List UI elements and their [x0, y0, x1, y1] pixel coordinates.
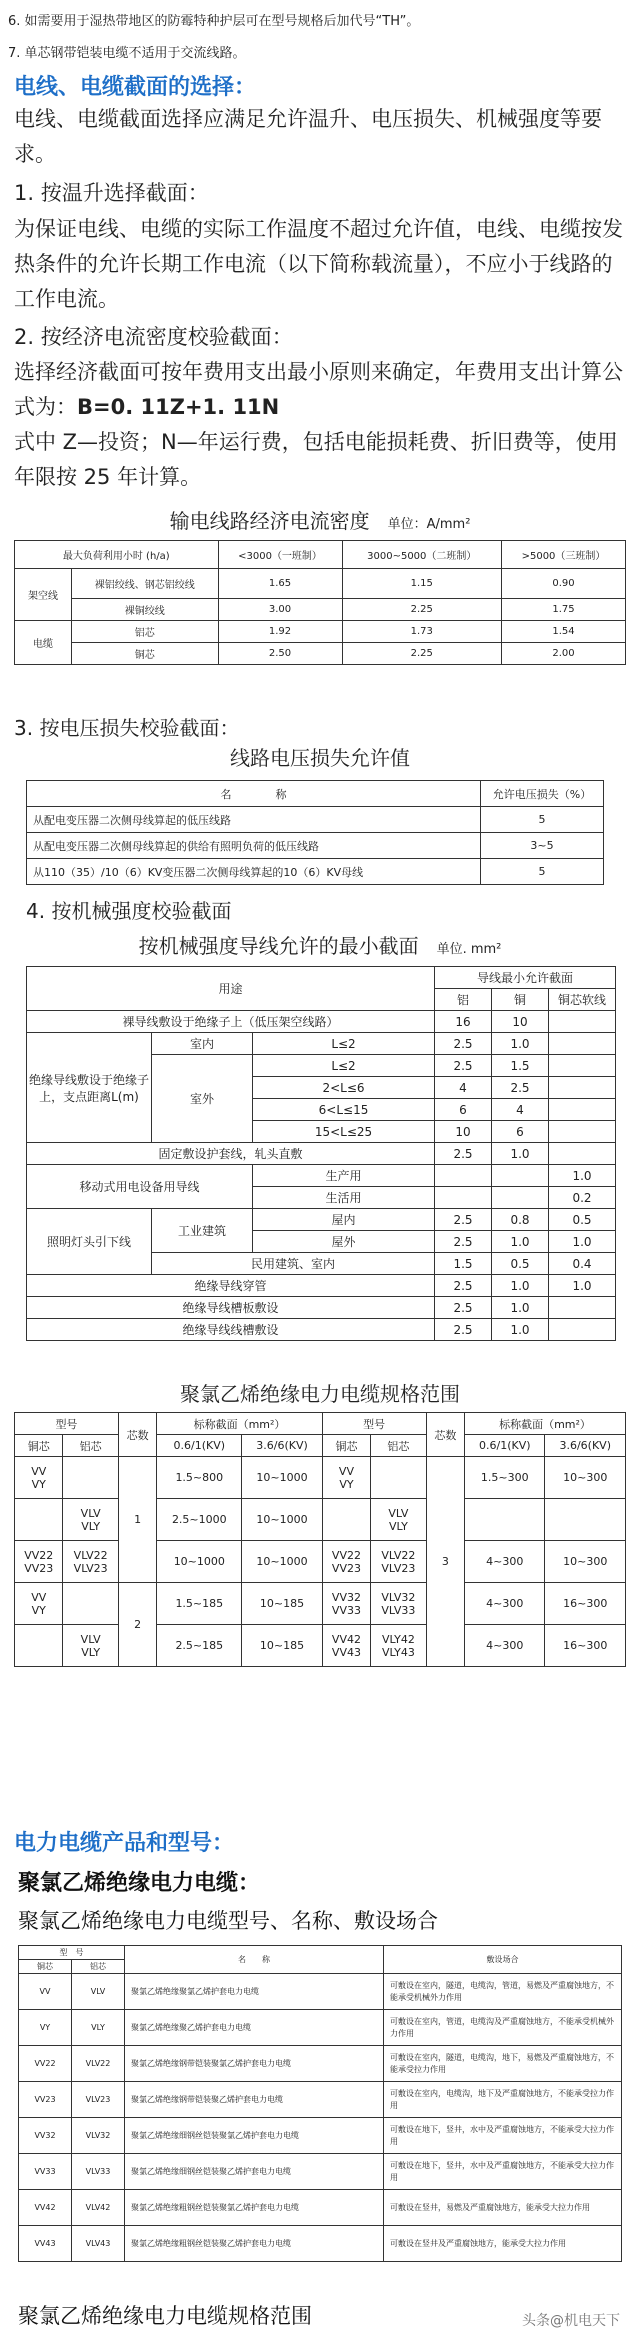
paragraph-temp-rise: 为保证电线、电缆的实际工作温度不超过允许值，电线、电缆按发热条件的允许长期工作电流（以下简称载流量），不应小于线路的工作电流。: [14, 217, 623, 311]
t4-cell: VLV22 VLV23: [371, 1541, 426, 1583]
t4-cell: 2.5~185: [157, 1625, 242, 1667]
table1-cell: 2.25: [342, 599, 502, 621]
t5-cell: VV32: [19, 2118, 72, 2154]
t4-cell: VLV VLY: [63, 1499, 118, 1541]
table3-outdoor: 室外: [152, 1055, 253, 1143]
t4-cell: [15, 1625, 63, 1667]
t5-name: 聚氯乙烯绝缘钢带铠装聚氯乙烯护套电力电缆: [125, 2046, 384, 2082]
t4-cell: 2.5~1000: [157, 1499, 242, 1541]
paragraph-variables: 式中 Z—投资；N—年运行费，包括电能损耗费、折旧费等，使用年限按 25 年计算。: [14, 430, 618, 489]
t5-place: 可敷设在地下，竖井，水中及严重腐蚀地方，不能承受大拉力作用: [384, 2154, 622, 2190]
table1-cell: 1.73: [342, 621, 502, 643]
table2-row-value: 5: [481, 859, 604, 885]
table1-cell: 2.00: [502, 643, 626, 665]
heading-voltage-loss: 3. 按电压损失校验截面：: [14, 716, 240, 740]
table3-cell: 1.0: [492, 1275, 549, 1297]
table3-cell: [549, 1011, 616, 1033]
table3-group-mobile: 移动式用电设备用导线: [27, 1165, 253, 1209]
t4-h-v2: 3.6/6(KV): [242, 1435, 322, 1457]
table1-group-cable: 电缆: [15, 621, 72, 665]
t4-cell: [465, 1499, 545, 1541]
formula: B=0. 11Z+1. 11N: [77, 395, 280, 419]
table3-cond: 15<L≤25: [253, 1121, 435, 1143]
table1-cell: 1.92: [218, 621, 342, 643]
t5-h-al: 铝芯: [72, 1960, 125, 1974]
footer-title: 聚氯乙烯绝缘电力电缆规格范围: [18, 2304, 312, 2328]
t4-cell: 1.5~800: [157, 1457, 242, 1499]
t5-name: 聚氯乙烯绝缘细钢丝铠装聚氯乙烯护套电力电缆: [125, 2118, 384, 2154]
t4-cell: 10~1000: [157, 1541, 242, 1583]
table3-title: [0, 930, 640, 959]
t4-cell: VV42 VV43: [322, 1625, 370, 1667]
t4-h-model-l: 型号: [15, 1413, 119, 1435]
t4-cell: 10~185: [242, 1625, 322, 1667]
t4-cell: [63, 1583, 118, 1625]
t5-name: 聚氯乙烯绝缘粗钢丝铠装聚氯乙烯护套电力电缆: [125, 2190, 384, 2226]
table1-title-text: 输电线路经济电流密度: [169, 509, 370, 533]
t5-cell: VV23: [19, 2082, 72, 2118]
table1-unit: 单位：A/mm²: [387, 517, 471, 532]
table3-cell: 0.5: [549, 1209, 616, 1231]
t4-h-cores-l: 芯数: [118, 1413, 156, 1457]
table3-cell: 2.5: [435, 1231, 492, 1253]
t5-name: 聚氯乙烯绝缘粗钢丝铠装聚乙烯护套电力电缆: [125, 2226, 384, 2262]
heading-economic: 2. 按经济电流密度校验截面：: [14, 325, 293, 349]
economic-text: 选择经济截面可按年费用支出最小原则来确定，年费用支出计算公式为：: [14, 360, 623, 419]
t4-cell: 10~1000: [242, 1499, 322, 1541]
watermark: 头条@机电天下: [522, 2313, 620, 2329]
table3-cell: [549, 1319, 616, 1341]
t4-cell: VV VY: [15, 1457, 63, 1499]
table3-cell: 6: [492, 1121, 549, 1143]
table1-cell: 2.50: [218, 643, 342, 665]
table3-cell: 10: [435, 1121, 492, 1143]
t5-h-cu: 铜芯: [19, 1960, 72, 1974]
table1-cell: 1.75: [502, 599, 626, 621]
t5-cell: VLV32: [72, 2118, 125, 2154]
t4-cell: VLV VLY: [63, 1625, 118, 1667]
t4-cell: [15, 1499, 63, 1541]
t5-cell: VV: [19, 1974, 72, 2010]
table3-row-bare: 裸导线敷设于绝缘子上（低压架空线路）: [27, 1011, 435, 1033]
table3-cell: [549, 1143, 616, 1165]
t5-name: 聚氯乙烯绝缘聚氯乙烯护套电力电缆: [125, 1974, 384, 2010]
table3-civil: 民用建筑、室内: [152, 1253, 435, 1275]
table3-row-tray: 绝缘导线线槽敷设: [27, 1319, 435, 1341]
table3-cell: [549, 1121, 616, 1143]
t5-place: 可敷设在地下，竖井，水中及严重腐蚀地方，不能承受大拉力作用: [384, 2118, 622, 2154]
t4-cell: [371, 1457, 426, 1499]
table1-cell: 1.65: [218, 569, 342, 599]
t4-cell: VV22 VV23: [15, 1541, 63, 1583]
table3-cell: [435, 1165, 492, 1187]
table1-header-c3: >5000（三班制）: [502, 541, 626, 569]
table3-cell: 2.5: [435, 1055, 492, 1077]
table-pvc-models: [18, 1945, 622, 2262]
table1-cell: 1.54: [502, 621, 626, 643]
table1-row-name: 铜芯: [72, 643, 219, 665]
t5-cell: VLV: [72, 1974, 125, 2010]
table1-title: [0, 505, 640, 534]
table3-cell: 1.0: [492, 1319, 549, 1341]
table1-header-c2: 3000~5000（二班制）: [342, 541, 502, 569]
t4-cell: 16~300: [545, 1583, 626, 1625]
t4-cell: 1.5~300: [465, 1457, 545, 1499]
table3-header-min: 导线最小允许截面: [435, 967, 616, 989]
heading-mechanical: 4. 按机械强度校验截面: [26, 899, 232, 923]
table3-cell: 0.8: [492, 1209, 549, 1231]
t4-h-v2: 3.6/6(KV): [545, 1435, 626, 1457]
table3-prod: 生产用: [253, 1165, 435, 1187]
t5-cell: VLV42: [72, 2190, 125, 2226]
t4-cell: 10~300: [545, 1457, 626, 1499]
table3-cell: 2.5: [435, 1143, 492, 1165]
t5-place: 可敷设在室内，管道，电缆沟及严重腐蚀地方，不能承受机械外力作用: [384, 2010, 622, 2046]
t4-h-al: 铝芯: [63, 1435, 118, 1457]
table1-row-name: 铝芯: [72, 621, 219, 643]
t4-h-cu: 铜芯: [15, 1435, 63, 1457]
t4-cell: 4~300: [465, 1541, 545, 1583]
table2-header-loss: 允许电压损失（%）: [481, 781, 604, 807]
table3-cell: [549, 1099, 616, 1121]
table1-header-c1: <3000（一班制）: [218, 541, 342, 569]
t4-cell: VLV22 VLV23: [63, 1541, 118, 1583]
table3-cell: 2.5: [435, 1209, 492, 1231]
t5-name: 聚氯乙烯绝缘细钢丝铠装聚乙烯护套电力电缆: [125, 2154, 384, 2190]
table3-cell: 1.5: [492, 1055, 549, 1077]
table2-header-name: 名 称: [27, 781, 481, 807]
table1-cell: 3.00: [218, 599, 342, 621]
t5-name: 聚氯乙烯绝缘聚乙烯护套电力电缆: [125, 2010, 384, 2046]
t5-place: 可敷设在室内，隧道，电缆沟，地下，易燃及严重腐蚀地方，不能承受拉力作用: [384, 2046, 622, 2082]
t4-cell: VLV32 VLV33: [371, 1583, 426, 1625]
table3-cell: 2.5: [435, 1297, 492, 1319]
table3-cell: 4: [435, 1077, 492, 1099]
t4-cell: 10~300: [545, 1541, 626, 1583]
t4-h-area-l: 标称截面（mm²）: [157, 1413, 322, 1435]
table4-title: 聚氯乙烯绝缘电力电缆规格范围: [180, 1382, 460, 1406]
table2-title: 线路电压损失允许值: [230, 746, 410, 770]
table3-header-use: 用途: [27, 967, 435, 1011]
table3-out2: 屋外: [253, 1231, 435, 1253]
table3-cell: 1.0: [492, 1231, 549, 1253]
t4-cell: [322, 1499, 370, 1541]
table2-row-name: 从配电变压器二次侧母线算起的低压线路: [27, 807, 481, 833]
table3-row-trough: 绝缘导线槽板敷设: [27, 1297, 435, 1319]
t4-cell: 10~1000: [242, 1457, 322, 1499]
t5-place: 可敷设在室内，隧道，电缆沟，管道，易燃及严重腐蚀地方，不能承受机械外力作用: [384, 1974, 622, 2010]
t4-cell: VV32 VV33: [322, 1583, 370, 1625]
t4-h-al: 铝芯: [371, 1435, 426, 1457]
t4-h-cu: 铜芯: [322, 1435, 370, 1457]
t5-cell: VY: [19, 2010, 72, 2046]
table3-cell: [549, 1055, 616, 1077]
t4-h-v1: 0.6/1(KV): [465, 1435, 545, 1457]
table3-cell: [435, 1187, 492, 1209]
table3-cell: [549, 1033, 616, 1055]
t4-h-v1: 0.6/1(KV): [157, 1435, 242, 1457]
table3-cell: 1.0: [549, 1275, 616, 1297]
table3-header-cu: 铜: [492, 989, 549, 1011]
subheading-pvc: 聚氯乙烯绝缘电力电缆：: [18, 1871, 261, 1896]
table3-cell: [549, 1077, 616, 1099]
table1-cell: 1.15: [342, 569, 502, 599]
paragraph-intro: 电线、电缆截面选择应满足允许温升、电压损失、机械强度等要求。: [14, 107, 602, 166]
table3-cell: 0.2: [549, 1187, 616, 1209]
t5-name: 聚氯乙烯绝缘钢带铠装聚乙烯护套电力电缆: [125, 2082, 384, 2118]
table-voltage-loss: [26, 780, 604, 885]
table1-row-name: 裸铜绞线: [72, 599, 219, 621]
table3-cond: 6<L≤15: [253, 1099, 435, 1121]
t5-place: 可敷设在竖井，易燃及严重腐蚀地方，能承受大拉力作用: [384, 2190, 622, 2226]
table3-cell: 1.0: [492, 1143, 549, 1165]
section-header-selection: 电线、电缆截面的选择：: [14, 75, 257, 100]
table3-cell: 2.5: [435, 1033, 492, 1055]
t4-cell: [545, 1499, 626, 1541]
table2-row-name: 从配电变压器二次侧母线算起的供给有照明负荷的低压线路: [27, 833, 481, 859]
table3-row-fixed: 固定敷设护套线，轧头直敷: [27, 1143, 435, 1165]
t4-cell: VLY42 VLY43: [371, 1625, 426, 1667]
t4-cell: 4~300: [465, 1583, 545, 1625]
t5-cell: VLV43: [72, 2226, 125, 2262]
t4-cell: VV VY: [15, 1583, 63, 1625]
t5-place: 可敷设在竖井及严重腐蚀地方，能承受大拉力作用: [384, 2226, 622, 2262]
t5-cell: VV33: [19, 2154, 72, 2190]
t5-place: 可敷设在室内，电缆沟，地下及严重腐蚀地方，不能承受拉力作用: [384, 2082, 622, 2118]
paragraph-economic: [14, 355, 626, 425]
t4-cell: 4~300: [465, 1625, 545, 1667]
table3-cond: L≤2: [253, 1033, 435, 1055]
t4-cores-right: 3: [426, 1457, 464, 1667]
t5-h-name: 名 称: [125, 1946, 384, 1974]
table3-cond: 2<L≤6: [253, 1077, 435, 1099]
table3-cell: 16: [435, 1011, 492, 1033]
subheading-pvc-models: 聚氯乙烯绝缘电力电缆型号、名称、敷设场合: [18, 1909, 438, 1933]
table1-header-hours: 最大负荷利用小时 (h/a): [15, 541, 219, 569]
table3-cell: 4: [492, 1099, 549, 1121]
table2-row-name: 从110（35）/10（6）KV变压器二次侧母线算起的10（6）KV母线: [27, 859, 481, 885]
t4-cell: VV22 VV23: [322, 1541, 370, 1583]
table3-cell: 0.5: [492, 1253, 549, 1275]
table3-cell: 1.5: [435, 1253, 492, 1275]
t4-cell: [63, 1457, 118, 1499]
t5-cell: VV43: [19, 2226, 72, 2262]
table3-header-cucore: 铜芯软线: [549, 989, 616, 1011]
t4-cell: 16~300: [545, 1625, 626, 1667]
t5-cell: VLY: [72, 2010, 125, 2046]
table3-header-al: 铝: [435, 989, 492, 1011]
t4-cores-left-2: 2: [118, 1583, 156, 1667]
table-economic-density: [14, 540, 626, 665]
t5-cell: VV42: [19, 2190, 72, 2226]
t4-h-model-r: 型号: [322, 1413, 426, 1435]
t4-cell: 10~1000: [242, 1541, 322, 1583]
table3-cell: 1.0: [549, 1231, 616, 1253]
table1-row-name: 裸铝绞线、钢芯铝绞线: [72, 569, 219, 599]
table3-row-pipe: 绝缘导线穿管: [27, 1275, 435, 1297]
t5-cell: VLV22: [72, 2046, 125, 2082]
t5-cell: VLV33: [72, 2154, 125, 2190]
t4-h-area-r: 标称截面（mm²）: [465, 1413, 626, 1435]
table3-cell: [492, 1165, 549, 1187]
t4-cell: VLV VLY: [371, 1499, 426, 1541]
t5-cell: VV22: [19, 2046, 72, 2082]
t4-cores-left-1: 1: [118, 1457, 156, 1583]
table3-industrial: 工业建筑: [152, 1209, 253, 1253]
t5-h-place: 敷设场合: [384, 1946, 622, 1974]
table3-group-insulated: 绝缘导线敷设于绝缘子上，支点距离L(m): [27, 1033, 152, 1143]
table2-row-value: 3~5: [481, 833, 604, 859]
table3-unit: 单位. mm²: [436, 942, 502, 957]
table3-cell: 2.5: [435, 1319, 492, 1341]
table3-cell: [492, 1187, 549, 1209]
table3-cell: 6: [435, 1099, 492, 1121]
table3-cell: 1.0: [549, 1165, 616, 1187]
note-7: 7. 单芯钢带铠装电缆不适用于交流线路。: [8, 46, 246, 61]
table3-cell: 1.0: [492, 1033, 549, 1055]
table3-cell: 10: [492, 1011, 549, 1033]
table3-cell: [549, 1297, 616, 1319]
table1-cell: 2.25: [342, 643, 502, 665]
t5-h-model: 型 号: [19, 1946, 125, 1960]
heading-temp-rise: 1. 按温升选择截面：: [14, 181, 209, 205]
t4-cell: 10~185: [242, 1583, 322, 1625]
t4-h-cores-r: 芯数: [426, 1413, 464, 1457]
table-min-cross-section: [26, 966, 616, 1341]
table3-cell: 2.5: [492, 1077, 549, 1099]
table3-cell: 2.5: [435, 1275, 492, 1297]
table3-group-light: 照明灯头引下线: [27, 1209, 152, 1275]
t4-cell: 1.5~185: [157, 1583, 242, 1625]
note-6: 6. 如需要用于湿热带地区的防霉特种护层可在型号规格后加代号“TH”。: [8, 14, 420, 29]
section-header-products: 电力电缆产品和型号：: [14, 1831, 235, 1856]
table1-group-overhead: 架空线: [15, 569, 72, 621]
table3-in2: 屋内: [253, 1209, 435, 1231]
table3-cell: 0.4: [549, 1253, 616, 1275]
table3-title-text: 按机械强度导线允许的最小截面: [138, 934, 419, 958]
table3-cond: L≤2: [253, 1055, 435, 1077]
table3-cell: 1.0: [492, 1297, 549, 1319]
t5-cell: VLV23: [72, 2082, 125, 2118]
table3-life: 生活用: [253, 1187, 435, 1209]
table3-indoor: 室内: [152, 1033, 253, 1055]
table2-row-value: 5: [481, 807, 604, 833]
t4-cell: VV VY: [322, 1457, 370, 1499]
table1-cell: 0.90: [502, 569, 626, 599]
table-pvc-spec-range: [14, 1412, 626, 1667]
